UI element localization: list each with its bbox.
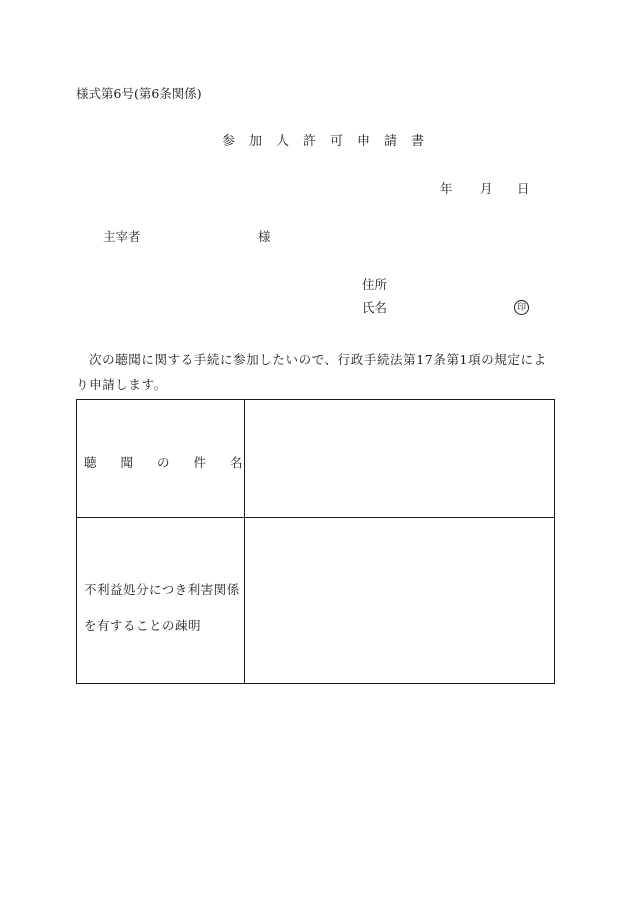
date-year-label: 年 bbox=[440, 181, 453, 196]
addressee-honorific: 様 bbox=[258, 229, 271, 244]
interest-explanation-value-cell[interactable] bbox=[245, 518, 554, 683]
applicant-name-label: 氏名 bbox=[362, 300, 388, 315]
hearing-subject-label: 聴聞の件名 bbox=[84, 455, 267, 470]
interest-explanation-label-line-1: 不利益処分につき利害関係 bbox=[84, 582, 240, 597]
interest-explanation-label-line-2: を有することの疎明 bbox=[84, 618, 202, 633]
application-statement: 次の聴聞に関する手続に参加したいので、行政手続法第17条第1項の規定により申請します。 bbox=[76, 352, 547, 392]
hearing-subject-value-cell[interactable] bbox=[245, 400, 554, 517]
applicant-address-label: 住所 bbox=[362, 277, 388, 292]
form-number: 様式第6号(第6条関係) bbox=[76, 86, 202, 101]
interest-explanation-label-cell bbox=[77, 518, 245, 683]
document-title: 参加人許可申請書 bbox=[222, 134, 439, 149]
table-row-hearing-subject bbox=[77, 400, 554, 518]
application-table bbox=[76, 399, 555, 684]
date-month-label: 月 bbox=[480, 181, 493, 196]
table-row-interest-explanation bbox=[77, 518, 554, 683]
hearing-subject-label-cell bbox=[77, 400, 267, 517]
date-day-label: 日 bbox=[517, 181, 530, 196]
interest-explanation-label bbox=[84, 572, 240, 644]
addressee-label: 主宰者 bbox=[103, 229, 141, 244]
seal-mark-icon: 印 bbox=[514, 300, 529, 315]
